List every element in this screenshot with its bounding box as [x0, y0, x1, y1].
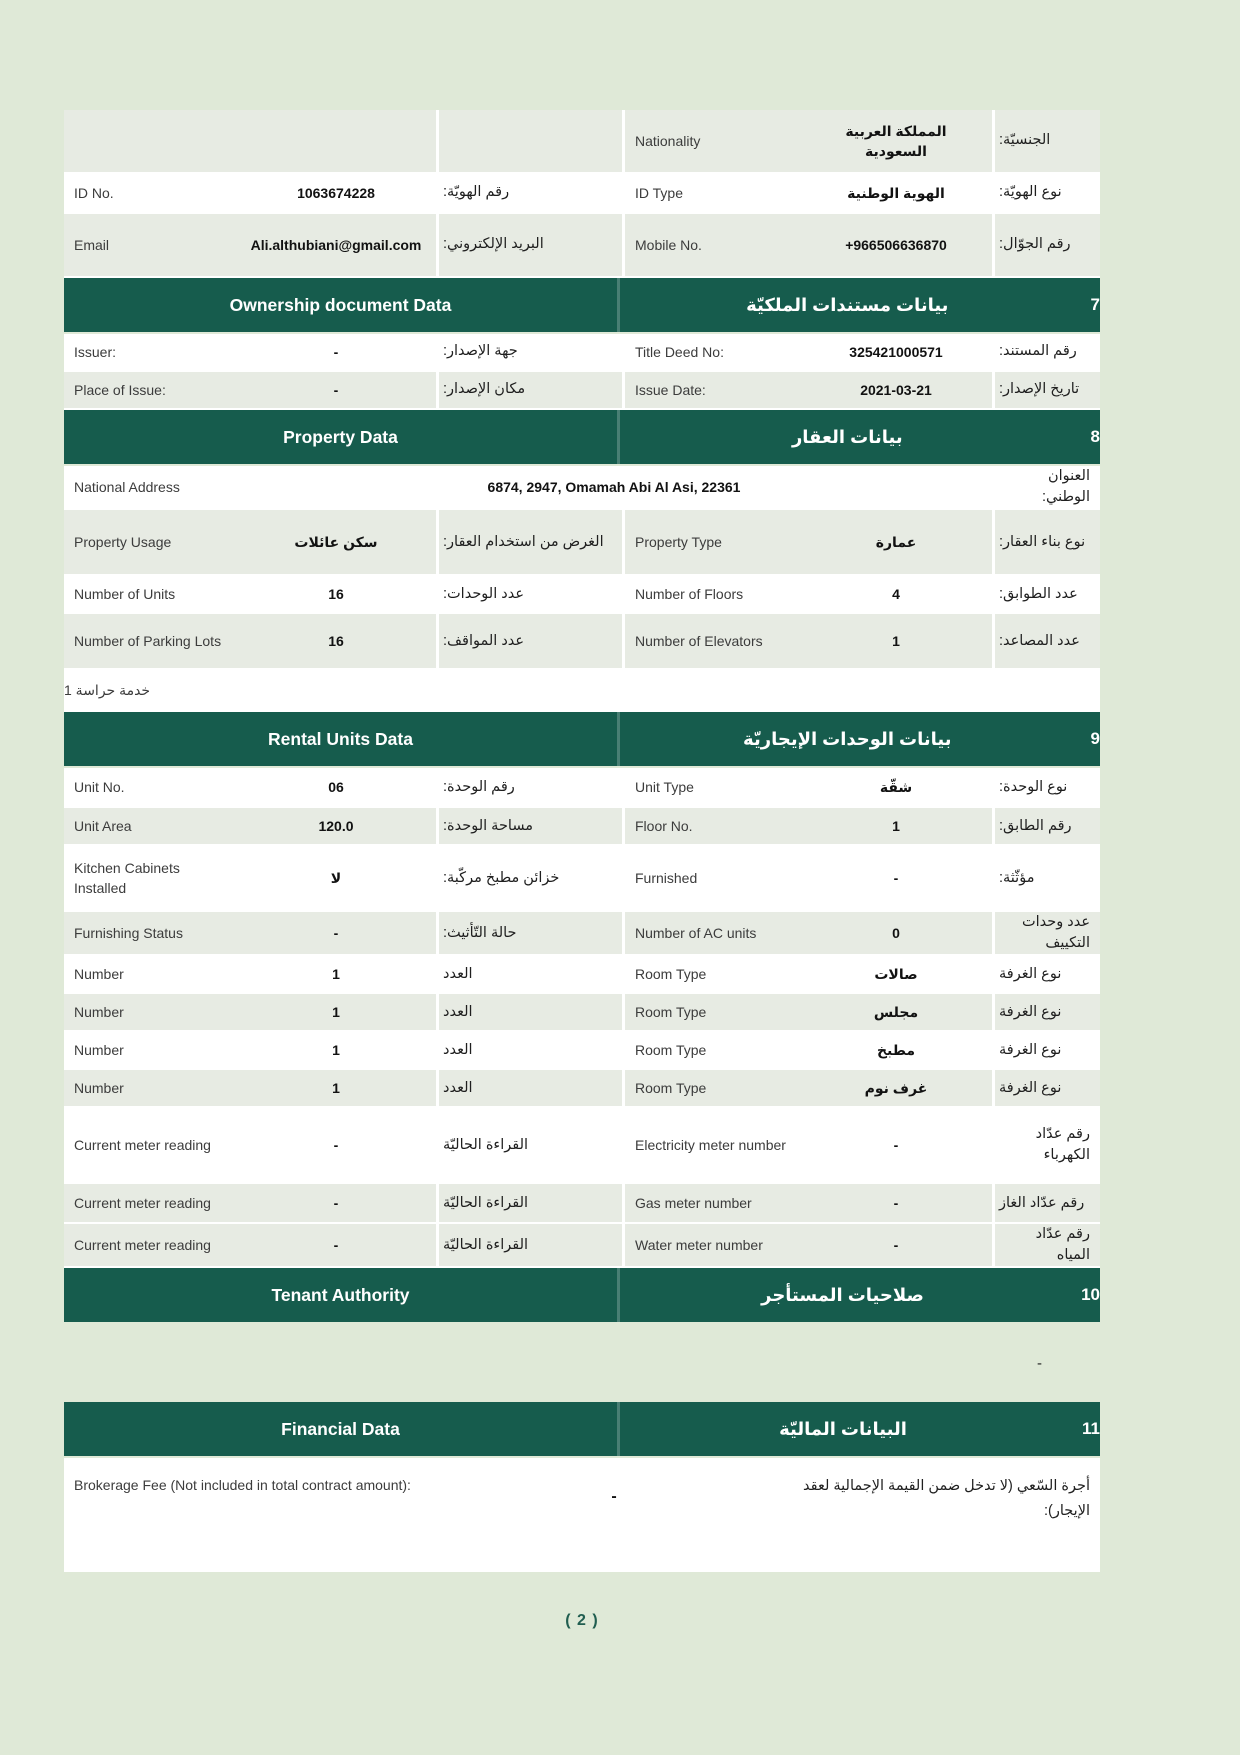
section-title-ar-side [620, 278, 1100, 332]
table-row [64, 372, 1100, 410]
field-label-ar: تاريخ الإصدار: [992, 372, 1100, 408]
section-title-ar-side [620, 410, 1100, 464]
field-value: شقّة [879, 778, 913, 795]
field-value: 6874, 2947, Omamah Abi Al Asi, 22361 [487, 478, 741, 495]
field-value: +966506636870 [845, 236, 947, 253]
empty-cell [64, 110, 236, 172]
field-label-en: Property Type [622, 510, 800, 574]
field-label-ar: عدد وحدات التكييف [992, 912, 1100, 954]
table-row [64, 912, 1100, 956]
field-label-en: Furnishing Status [74, 924, 183, 941]
meter-row [64, 1108, 1100, 1184]
section-header-financial [64, 1402, 1100, 1456]
guard-service-note: خدمة حراسة 1 [64, 670, 1100, 712]
field-label-en: Room Type [622, 956, 800, 992]
field-label-en: Unit No. [74, 778, 125, 795]
field-label-en: Room Type [622, 1032, 800, 1068]
table-row [64, 808, 1100, 846]
field-value: - [893, 1194, 899, 1211]
field-label-ar: رقم عدّاد المياه [992, 1224, 1100, 1266]
field-label-ar: نوع الغرفة [992, 956, 1100, 992]
field-label-ar: رقم المستند: [992, 334, 1100, 370]
section-number: 8 [1090, 427, 1100, 446]
field-label-ar: عدد المصاعد: [992, 614, 1100, 668]
field-value: 120.0 [318, 817, 354, 834]
table-row [64, 214, 1100, 278]
section-number: 7 [1090, 295, 1100, 314]
field-label-en: National Address [74, 478, 180, 495]
brokerage-fee-row [64, 1458, 1100, 1572]
section-header-tenant-authority [64, 1268, 1100, 1322]
page-number: ( 2 ) [565, 1612, 599, 1630]
field-label-en: Current meter reading [74, 1136, 211, 1153]
field-label-en: Number [74, 1079, 124, 1096]
field-label-en: Floor No. [622, 808, 800, 844]
field-label-ar: العدد [436, 1032, 622, 1068]
field-value: 1 [892, 632, 900, 649]
field-value: 1 [332, 1041, 340, 1058]
section-title-ar-side [620, 712, 1100, 766]
section-title-ar-side [620, 1402, 1100, 1456]
document-content [64, 0, 1100, 1630]
field-value: 1 [892, 817, 900, 834]
field-label-ar: عدد المواقف: [436, 614, 622, 668]
field-label-ar: القراءة الحاليّة [436, 1184, 622, 1222]
field-label-en: ID No. [74, 184, 114, 201]
table-row [64, 466, 1100, 510]
section-header-property [64, 410, 1100, 464]
field-label-en: Email [74, 236, 110, 253]
field-label-en: Issue Date: [622, 372, 800, 408]
field-label-ar: رقم الهويّة: [436, 174, 622, 212]
field-label-ar: رقم عدّاد الغاز [992, 1184, 1100, 1222]
field-label-ar: نوع الغرفة [992, 994, 1100, 1030]
room-row [64, 956, 1100, 994]
field-value: - [893, 1236, 899, 1253]
field-label-ar: أجرة السّعي (لا تدخل ضمن القيمة الإجمالية لعقد الإيجار): [803, 1478, 1090, 1519]
table-row [64, 174, 1100, 214]
field-label-ar: القراءة الحاليّة [436, 1108, 622, 1182]
field-label-en: Number of Units [74, 585, 176, 602]
field-value: 1063674228 [297, 184, 375, 201]
field-value: 16 [328, 585, 344, 602]
field-value: - [333, 924, 339, 941]
table-row [64, 110, 1100, 174]
empty-cell [436, 110, 622, 172]
section-header-ownership [64, 278, 1100, 332]
field-value: مطبخ [876, 1041, 916, 1058]
field-label-ar: عدد الطوابق: [992, 576, 1100, 612]
section-number: 9 [1090, 729, 1100, 749]
field-label-en: Nationality [622, 110, 800, 172]
field-value: - [333, 381, 339, 398]
field-label-ar: العدد [436, 994, 622, 1030]
field-value: صالات [874, 965, 918, 982]
rental-units-table [64, 768, 1100, 1268]
field-value: - [893, 1136, 899, 1153]
field-label-en: Number of AC units [622, 912, 800, 954]
field-value: 1 [332, 1079, 340, 1096]
field-label-en: Room Type [622, 1070, 800, 1106]
field-label-en: Kitchen Cabinets Installed [74, 859, 180, 897]
section-title-en: Financial Data [64, 1402, 620, 1456]
section-title-ar: البيانات الماليّة [779, 1418, 907, 1439]
section-title-ar-side [620, 1268, 1100, 1322]
field-label-en: Unit Area [74, 817, 132, 834]
field-label-en: Number [74, 1041, 124, 1058]
field-label-en: Water meter number [622, 1224, 800, 1266]
room-row [64, 994, 1100, 1032]
field-label-en: Number of Floors [622, 576, 800, 612]
section-title-en: Rental Units Data [64, 712, 620, 766]
field-label-en: ID Type [622, 174, 800, 212]
field-label-en: Current meter reading [74, 1194, 211, 1211]
section-title-ar: بيانات مستندات الملكيّة [746, 294, 949, 315]
tenant-authority-value: - [1037, 1354, 1042, 1372]
field-label-ar: نوع الغرفة [992, 1070, 1100, 1106]
field-value: 2021-03-21 [860, 381, 932, 398]
field-label-ar: رقم الطابق: [992, 808, 1100, 844]
field-label-en: Number of Elevators [622, 614, 800, 668]
field-value: عمارة [875, 533, 917, 550]
section-number: 11 [1082, 1419, 1100, 1439]
field-label-en: Number [74, 965, 124, 982]
field-value: 1 [332, 965, 340, 982]
table-row [64, 768, 1100, 808]
section-title-en: Ownership document Data [64, 278, 620, 332]
field-label-ar: جهة الإصدار: [436, 334, 622, 370]
property-table [64, 466, 1100, 712]
section-title-ar: بيانات الوحدات الإيجاريّة [743, 728, 952, 749]
field-label-ar: رقم عدّاد الكهرباء [992, 1108, 1100, 1182]
empty-cell [236, 110, 436, 172]
field-label-ar: العنوان الوطني: [992, 466, 1100, 508]
field-value: 06 [328, 778, 344, 795]
field-value: - [333, 1236, 339, 1253]
field-label-en: Issuer: [74, 343, 117, 360]
personal-data-table [64, 110, 1100, 278]
field-value: سكن عائلات [294, 533, 378, 550]
section-header-rental-units [64, 712, 1100, 766]
field-label-en: Place of Issue: [74, 381, 166, 398]
field-label-ar: مساحة الوحدة: [436, 808, 622, 844]
table-row [64, 510, 1100, 576]
field-label-ar: مؤثّثة: [992, 846, 1100, 910]
field-value: مجلس [873, 1003, 919, 1020]
table-row [64, 614, 1100, 670]
field-label-en: Mobile No. [622, 214, 800, 276]
field-label-ar: الجنسيّة: [992, 110, 1100, 172]
field-value: - [333, 343, 339, 360]
field-value: الهوية الوطنية [847, 184, 945, 201]
field-value: Ali.althubiani@gmail.com [250, 236, 422, 253]
field-label-ar: الغرض من استخدام العقار: [436, 510, 622, 574]
field-label-en: Unit Type [622, 768, 800, 806]
field-label-ar: العدد [436, 956, 622, 992]
field-label-en: Gas meter number [622, 1184, 800, 1222]
field-label-en: Room Type [622, 994, 800, 1030]
room-row [64, 1070, 1100, 1108]
field-value: لا [330, 869, 342, 886]
field-value: - [611, 1488, 617, 1506]
field-label-en: Number [74, 1003, 124, 1020]
meter-row [64, 1224, 1100, 1268]
field-label-en: Electricity meter number [622, 1108, 800, 1182]
section-title-ar: بيانات العقار [791, 426, 903, 447]
field-label-ar: مكان الإصدار: [436, 372, 622, 408]
meter-row [64, 1184, 1100, 1224]
field-label-ar: حالة التّأثيث: [436, 912, 622, 954]
field-value: - [333, 1136, 339, 1153]
field-value: المملكة العربية السعودية [845, 122, 947, 159]
field-value: 1 [332, 1003, 340, 1020]
field-label-ar: نوع الهويّة: [992, 174, 1100, 212]
table-row [64, 576, 1100, 614]
field-value: غرف نوم [864, 1079, 928, 1096]
field-value: 325421000571 [849, 343, 943, 360]
table-row [64, 334, 1100, 372]
field-label-ar: خزائن مطبخ مركّبة: [436, 846, 622, 910]
section-title-ar: صلاحيات المستأجر [761, 1284, 924, 1305]
field-label-ar: العدد [436, 1070, 622, 1106]
field-label-ar: القراءة الحاليّة [436, 1224, 622, 1266]
ownership-table [64, 334, 1100, 410]
field-label-ar: نوع بناء العقار: [992, 510, 1100, 574]
field-label-ar: نوع الوحدة: [992, 768, 1100, 806]
room-row [64, 1032, 1100, 1070]
field-label-ar: رقم الجوّال: [992, 214, 1100, 276]
section-title-en: Tenant Authority [64, 1268, 620, 1322]
field-label-en: Property Usage [74, 533, 172, 550]
field-label-en: Current meter reading [74, 1236, 211, 1253]
field-label-ar: نوع الغرفة [992, 1032, 1100, 1068]
field-label-ar: عدد الوحدات: [436, 576, 622, 612]
field-label-ar: رقم الوحدة: [436, 768, 622, 806]
field-value: - [333, 1194, 339, 1211]
field-value: 4 [892, 585, 900, 602]
section-title-en: Property Data [64, 410, 620, 464]
field-label-en: Number of Parking Lots [74, 632, 222, 649]
field-value: 16 [328, 632, 344, 649]
field-label-en: Brokerage Fee (Not included in total contract amount): [74, 1477, 411, 1494]
field-value: 0 [892, 924, 900, 941]
section-number: 10 [1081, 1285, 1100, 1305]
field-label-ar: البريد الإلكتروني: [436, 214, 622, 276]
table-row [64, 846, 1100, 912]
field-label-en: Furnished [622, 846, 800, 910]
field-value: - [893, 869, 899, 886]
field-label-en: Title Deed No: [622, 334, 800, 370]
